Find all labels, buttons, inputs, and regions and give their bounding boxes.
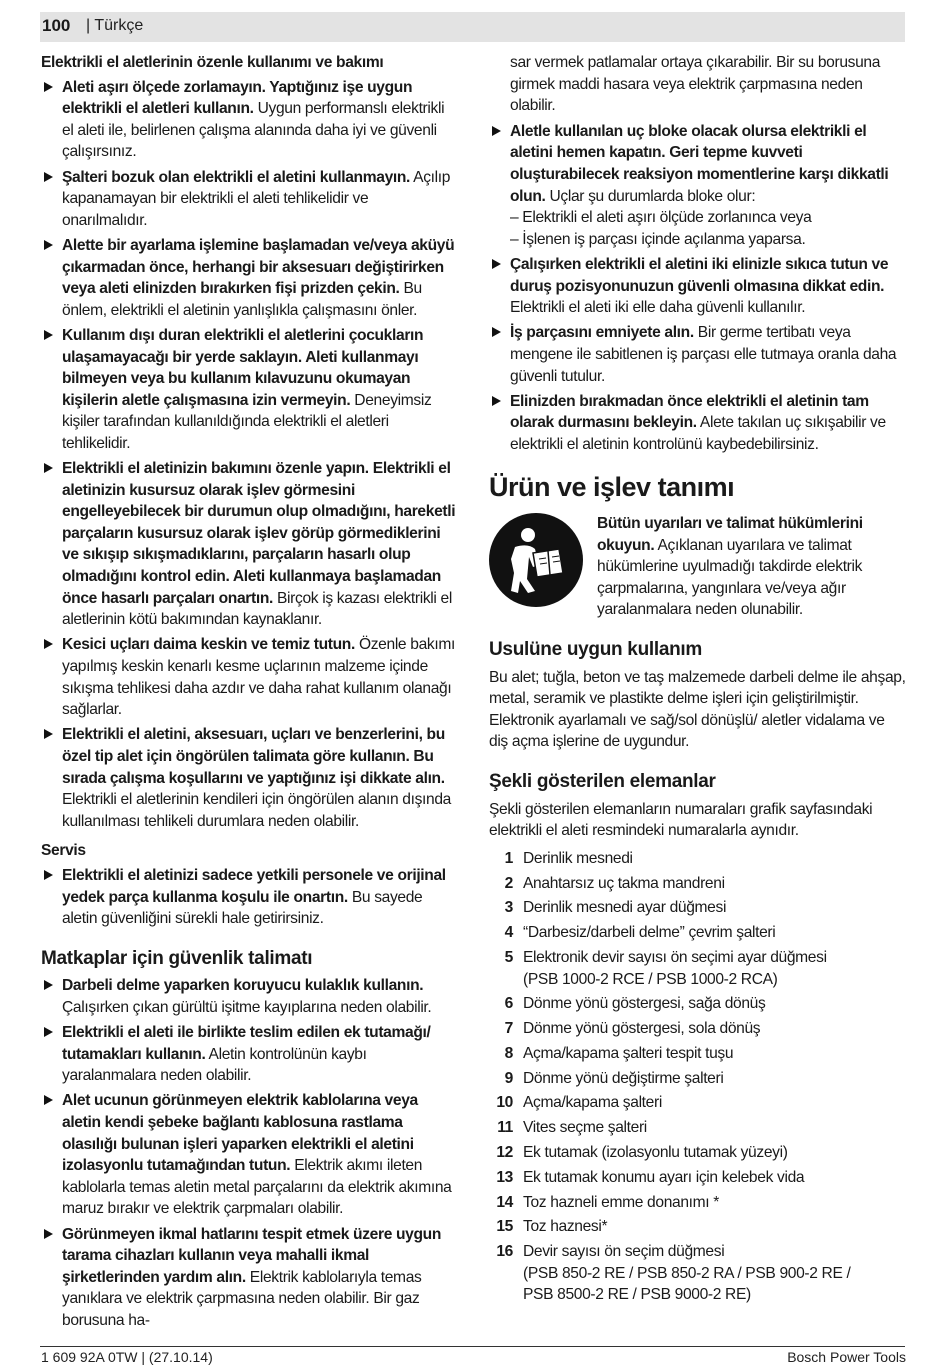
part-number: 12 xyxy=(496,1143,513,1161)
part-number: 6 xyxy=(504,995,513,1013)
part-item xyxy=(489,1192,907,1214)
part-number: 4 xyxy=(504,924,513,942)
bullet-text: Uçlar şu durumlarda bloke olur: xyxy=(545,187,756,205)
bullet-bold: Alet ucunun görünmeyen elektrik kablolarına veya aletin kendi şebeke bağlantı kablosuna rastlama olasılığı bulunan işleri yaparken elektrikli el aletini izolasyonlu tutamağından tutun. xyxy=(62,1092,418,1175)
part-label: Vites seçme şalteri xyxy=(523,1119,647,1137)
part-item xyxy=(489,1092,907,1114)
bullet-text: Elektrik kablolarıyla temas yanıklara ve elektrik çarpmasına neden olabilir. Bir gaz borusuna ha- xyxy=(62,1268,422,1329)
bullet-item xyxy=(41,634,457,720)
part-label: Ek tutamak (izolasyonlu tutamak yüzeyi) xyxy=(523,1143,788,1161)
intended-use-text: Bu alet; tuğla, beton ve taş malzemede darbeli delme ile ahşap, metal, seramik ve plastikte delme işleri için geliştirilmiştir. Elektronik ayarlamalı ve sağ/sol dönüşlü/ aletler vidalama ve diş açma işlerine de uygundur. xyxy=(489,668,906,751)
part-item xyxy=(489,1043,907,1065)
bullet-triangle-icon xyxy=(492,126,501,136)
part-item xyxy=(489,1142,907,1164)
part-label: Dönme yönü değiştirme şalteri xyxy=(523,1069,724,1087)
page-header xyxy=(40,12,905,42)
part-label: Toz hazneli emme donanımı * xyxy=(523,1193,719,1211)
part-number: 13 xyxy=(496,1168,513,1186)
part-label-extra: (PSB 1000-2 RCE / PSB 1000-2 RCA) xyxy=(523,970,778,988)
bullet-triangle-icon xyxy=(44,1229,53,1239)
part-number: 1 xyxy=(504,849,513,867)
warning-box xyxy=(489,513,907,621)
part-label: Toz haznesi* xyxy=(523,1218,608,1236)
bullet-item xyxy=(41,458,457,631)
part-number: 10 xyxy=(496,1094,513,1112)
bullet-triangle-icon xyxy=(44,463,53,473)
part-item xyxy=(489,848,907,870)
bullet-bold: Aletle kullanılan uç bloke olacak olursa elektrikli el aletini hemen kapatın. Geri tepme kuvveti oluşturabilecek reaksiyon momentlerine karşı dikkatli olun. xyxy=(510,122,889,205)
part-item xyxy=(489,1018,907,1040)
bullet-triangle-icon xyxy=(44,240,53,250)
care-list xyxy=(41,77,457,833)
bullet-triangle-icon xyxy=(44,639,53,649)
part-label: Dönme yönü göstergesi, sağa dönüş xyxy=(523,995,766,1013)
section-title-service: Servis xyxy=(41,842,86,860)
part-label: Ek tutamak konumu ayarı için kelebek vida xyxy=(523,1168,805,1186)
bullet-triangle-icon xyxy=(44,172,53,182)
bullet-text: Birçok iş kazası elektrikli el aletlerinin kötü bakımından kaynaklanır. xyxy=(62,589,452,629)
bullet-text: Deneyimsiz kişiler tarafından kullanıldığında elektrikli el aletleri tehlikelidir. xyxy=(62,391,432,452)
part-item xyxy=(489,922,907,944)
part-item xyxy=(489,993,907,1015)
part-number: 14 xyxy=(496,1193,513,1211)
section-title-care: Elektrikli el aletlerinin özenle kullanımı ve bakımı xyxy=(41,54,384,71)
bullet-item xyxy=(41,865,457,930)
bullet-triangle-icon xyxy=(44,870,53,880)
part-number: 9 xyxy=(504,1069,513,1087)
bullet-item xyxy=(41,1224,457,1332)
part-label: Elektronik devir sayısı ön seçimi ayar düğmesi xyxy=(523,948,827,966)
bullet-triangle-icon xyxy=(44,729,53,739)
dash-item: – İşlenen iş parçası içinde açılanma yaparsa. xyxy=(510,230,806,248)
bullet-triangle-icon xyxy=(44,1095,53,1105)
bullet-item xyxy=(41,975,457,1018)
bullet-triangle-icon xyxy=(44,82,53,92)
part-number: 16 xyxy=(496,1243,513,1261)
bullet-triangle-icon xyxy=(492,396,501,406)
bullet-bold: İş parçasını emniyete alın. xyxy=(510,324,694,342)
heading-intended-use: Usulüne uygun kullanım xyxy=(489,639,702,661)
bullet-bold: Elektrikli el aletinizin bakımını özenle yapın. Elektrikli el aletinizin kusursuz olarak işlev görmesini engelleyebilecek bir durumun olup olmadığını, hareketli parçaların kusursuz olarak işlev görüp görmediklerini ve sıkışıp sıkışmadıklarını, parçaların hasarlı olup olmadığını kontrol edin. Aleti kullanmaya başlamadan önce hasarlı parçaları onartın. xyxy=(62,460,456,607)
read-manual-icon xyxy=(489,513,583,607)
bullet-text: Elektrik akımı ileten kablolarla temas aletin metal parçalarını da elektrik akımına maruz bırakır ve elektrik çarpmaları olabilir. xyxy=(62,1157,452,1218)
bullet-item xyxy=(489,254,907,319)
bullet-text: Bir germe tertibatı veya mengene ile sabitlenen iş parçası elle tutmaya oranla daha güvenli tutulur. xyxy=(510,324,897,385)
drill-safety-list xyxy=(41,975,457,1331)
part-label: Dönme yönü göstergesi, sola dönüş xyxy=(523,1020,761,1038)
heading-product-description: Ürün ve işlev tanımı xyxy=(489,472,735,503)
bullet-text: Bu önlem, elektrikli el aletinin yanlışlıkla çalışmasını önler. xyxy=(62,280,422,319)
part-number: 5 xyxy=(504,948,513,966)
bullet-bold: Çalışırken elektrikli el aletini iki elinizle sıkıca tutun ve duruş pozisyonunuzun güvenli olmasına dikkat edin. xyxy=(510,255,889,295)
part-label: Anahtarsız uç takma mandreni xyxy=(523,874,725,892)
bullet-item xyxy=(41,724,457,832)
right-bullet-list xyxy=(489,254,907,456)
bullet-item xyxy=(489,391,907,456)
bullet-item xyxy=(41,235,457,321)
bullet-text: Çalışırken çıkan gürültü işitme kayıplarına neden olabilir. xyxy=(62,998,432,1016)
bullet-triangle-icon xyxy=(44,1027,53,1037)
bullet-triangle-icon xyxy=(44,330,53,340)
bullet-item xyxy=(41,167,457,232)
bullet-bold: Aleti aşırı ölçede zorlamayın. Yaptığınız işe uygun elektrikli el aletleri kullanın. xyxy=(62,78,413,118)
bullet-item xyxy=(41,77,457,163)
part-item xyxy=(489,947,907,990)
bullet-bold: Alette bir ayarlama işlemine başlamadan ve/veya aküyü çıkarmadan önce, herhangi bir aksesuarı değiştirirken veya aleti elinizden bırakırken fişi prizden çekin. xyxy=(62,236,455,298)
part-item xyxy=(489,873,907,895)
bullet-triangle-icon xyxy=(492,259,501,269)
left-column xyxy=(41,52,457,1335)
bullet-text: Uygun performanslı elektrikli el aleti ile, belirlenen çalışma alanında daha iyi ve güvenli çalışırsınız. xyxy=(62,100,445,161)
part-item xyxy=(489,1068,907,1090)
bullet-triangle-icon xyxy=(492,327,501,337)
bullet-bold: Elektrikli el aletinizi sadece yetkili personele ve orijinal yedek parça kullanma koşulu ile onartın. xyxy=(62,866,446,906)
bullet-text: Özenle bakımı yapılmış keskin kenarlı kesme uçlarının malzeme içinde sıkışma tehlikesi daha azdır ve daha rahat kullanım olanağı sağlarlar. xyxy=(62,636,455,719)
bullet-item xyxy=(489,322,907,387)
bullet-text: Bu sayede aletin güvenliğini sürekli hale getirirsiniz. xyxy=(62,888,423,928)
section-title-drill-safety: Matkaplar için güvenlik talimatı xyxy=(41,947,313,969)
bullet-item xyxy=(41,1090,457,1220)
bullet-bold: Elinizden bırakmadan önce elektrikli el aletinin tam olarak durmasını bekleyin. xyxy=(510,392,869,432)
page-number: 100 xyxy=(42,16,71,35)
bullet-triangle-icon xyxy=(44,980,53,990)
part-number: 8 xyxy=(504,1044,513,1062)
part-item xyxy=(489,1117,907,1139)
bullet-item xyxy=(41,325,457,455)
part-label: Açma/kapama şalteri tespit tuşu xyxy=(523,1044,734,1062)
bullet-bold: Görünmeyen ikmal hatlarını tespit etmek üzere uygun tarama cihazları kullanın veya mahalli ikmal şirketlerinden yardım alın. xyxy=(62,1225,442,1286)
bullet-text: Aletin kontrolünün kaybı yaralanmalara neden olabilir. xyxy=(62,1045,367,1085)
footer-brand: Bosch Power Tools xyxy=(787,1349,906,1365)
part-label: Açma/kapama şalteri xyxy=(523,1094,662,1112)
part-number: 11 xyxy=(497,1119,513,1137)
bullet-bold: Kesici uçları daima keskin ve temiz tutun. xyxy=(62,636,355,654)
part-label-extra: PSB 8500-2 RE / PSB 9000-2 RE) xyxy=(523,1286,751,1304)
right-column xyxy=(489,52,907,1309)
bullet-bold: Darbeli delme yaparken koruyucu kulaklık kullanın. xyxy=(62,977,424,995)
parts-intro: Şekli gösterilen elemanların numaraları grafik sayfasındaki elektrikli el aleti resmindeki numaralarla aynıdır. xyxy=(489,800,873,840)
bullet-text: Elektrikli el aletlerinin kendileri için öngörülen alanın dışında kullanılması tehlikeli durumlara neden olabilir. xyxy=(62,791,451,830)
part-item xyxy=(489,1167,907,1189)
bullet-item xyxy=(489,121,907,251)
bullet-bold: Elektrikli el aleti ile birlikte teslim edilen ek tutamağı/ tutamakları kullanın. xyxy=(62,1024,431,1063)
bullet-bold: Elektrikli el aletini, aksesuarı, uçları ve benzerlerini, bu özel tip alet için öngörülen talimata göre kullanın. Bu sırada çalışma koşullarını ve yaptığınız işi dikkate alın. xyxy=(62,726,445,787)
heading-illustrated-parts: Şekli gösterilen elemanlar xyxy=(489,771,716,792)
footer-divider xyxy=(40,1346,905,1347)
part-number: 3 xyxy=(504,899,513,917)
footer-doc-id: 1 609 92A 0TW | (27.10.14) xyxy=(41,1349,213,1365)
part-number: 7 xyxy=(504,1020,513,1038)
bullet-item xyxy=(41,1022,457,1087)
bullet-bold: Şalteri bozuk olan elektrikli el aletini kullanmayın. xyxy=(62,168,411,186)
part-item xyxy=(489,1241,907,1306)
warning-text: Açıklanan uyarılara ve talimat hükümlerine uyulmadığı takdirde elektrik çarpmalarına, yangınlara ve/veya ağır yaralanmalara neden olunabilir. xyxy=(597,536,863,619)
bullet-bold: Kullanım dışı duran elektrikli el aletlerini çocukların ulaşamayacağı bir yerde saklayın. Aleti kullanmayı bilmeyen veya bu kullanım kılavuzunu okumayan kişilerin aletle çalışmasına izin vermeyin. xyxy=(62,326,424,409)
parts-list xyxy=(489,848,907,1306)
language-label: | Türkçe xyxy=(86,17,144,34)
part-label: Derinlik mesnedi ayar düğmesi xyxy=(523,899,727,917)
bullet-text: Elektrikli el aleti iki elle daha güvenli kullanılır. xyxy=(510,299,806,317)
continuation-text: sar vermek patlamalar ortaya çıkarabilir. Bir su borusuna girmek maddi hasara veya elektrik çarpmasına neden olabilir. xyxy=(510,54,881,115)
part-label-extra: (PSB 850-2 RE / PSB 850-2 RA / PSB 900-2 RE / xyxy=(523,1264,851,1282)
part-item xyxy=(489,897,907,919)
part-label: Devir sayısı ön seçim düğmesi xyxy=(523,1243,725,1261)
part-item xyxy=(489,1216,907,1238)
part-number: 15 xyxy=(496,1218,513,1236)
bullet-text: Alete takılan uç sıkışabilir ve elektrikli el aletinin kontrolünü kaybedebilirsiniz. xyxy=(510,414,886,453)
bullet-text: Açılıp kapanamayan bir elektrikli el aleti tehlikelidir ve onarılmalıdır. xyxy=(62,168,451,229)
warning-bold: Bütün uyarıları ve talimat hükümlerini okuyun. xyxy=(597,515,863,554)
part-number: 2 xyxy=(504,874,513,892)
part-label: Derinlik mesnedi xyxy=(523,849,633,867)
part-label: “Darbesiz/darbeli delme” çevrim şalteri xyxy=(523,924,776,942)
service-list xyxy=(41,865,457,930)
dash-item: – Elektrikli el aleti aşırı ölçüde zorlanınca veya xyxy=(510,209,812,227)
